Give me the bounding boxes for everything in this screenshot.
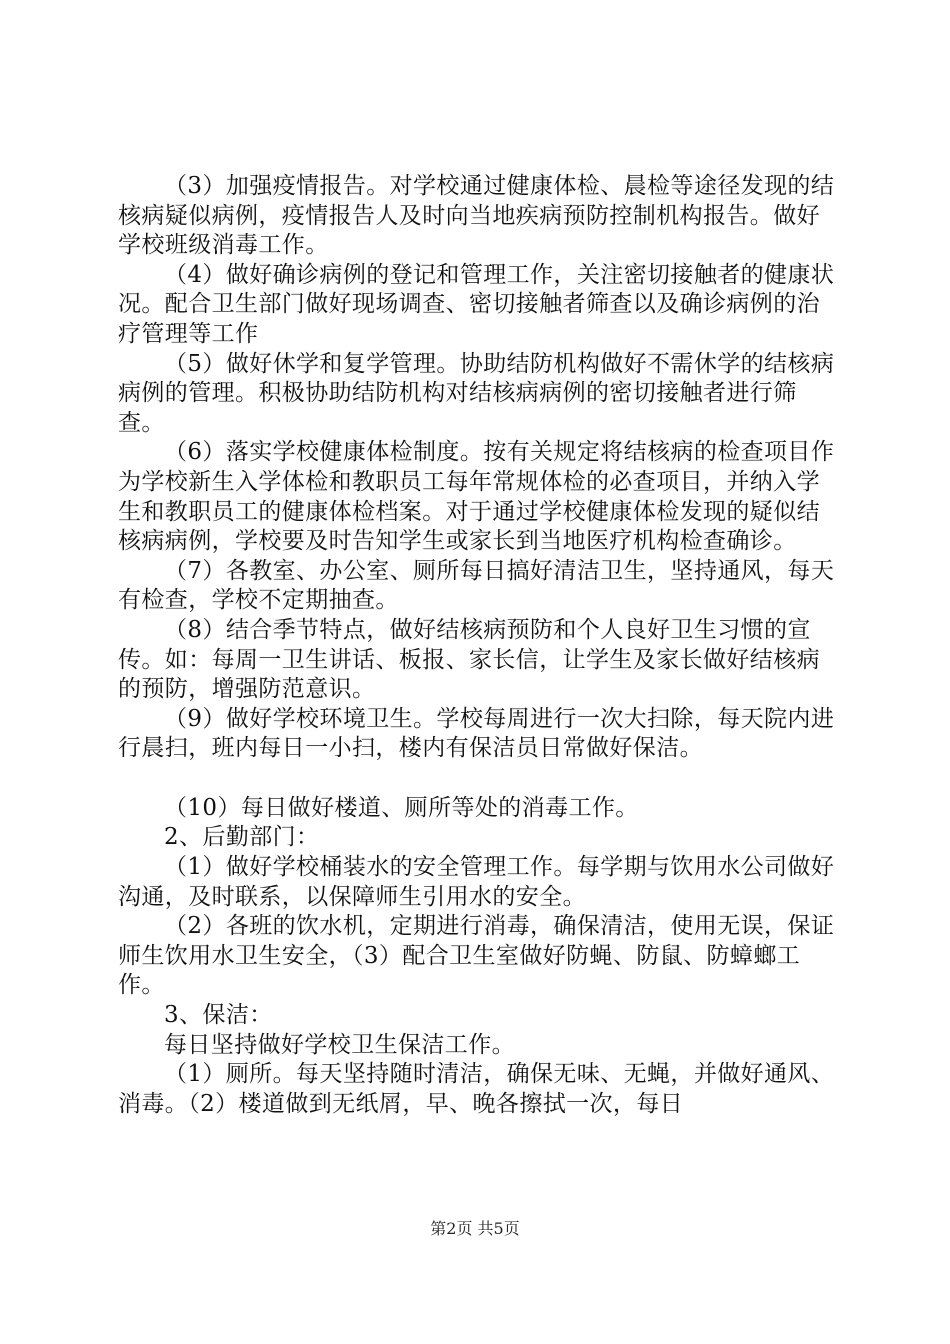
page-number: 第2页 共5页 <box>430 1219 520 1238</box>
paragraph-toilet-corridor: （1）厕所。每天坚持随时清洁，确保无味、无蝇，并做好通风、消毒。（2）楼道做到无纸屑，早、晚各擦拭一次，每日 <box>118 1061 835 1117</box>
document-body <box>118 172 840 1119</box>
paragraph-disinfection: （10）每日做好楼道、厕所等处的消毒工作。 <box>164 794 639 821</box>
paragraph-confirmed-case-management: （4）做好确诊病例的登记和管理工作，关注密切接触者的健康状况。配合卫生部门做好现场调查、密切接触者筛查以及确诊病例的治疗管理等工作 <box>118 261 835 347</box>
paragraph-suspension-resumption: （5）做好休学和复学管理。协助结防机构做好不需休学的结核病病例的管理。积极协助结防机构对结核病病例的密切接触者进行筛查。 <box>118 350 835 436</box>
paragraph-environment-hygiene: （9）做好学校环境卫生。学校每周进行一次大扫除，每天院内进行晨扫，班内每日一小扫，楼内有保洁员日常做好保洁。 <box>118 705 835 762</box>
paragraph-health-checkup: （6）落实学校健康体检制度。按有关规定将结核病的检查项目作为学校新生入学体检和教职员工每年常规体检的必查项目，并纳入学生和教职员工的健康体检档案。对于通过学校健康体检发现的疑似结核病病例，学校要及时告知学生或家长到当地医疗机构检查确诊。 <box>118 439 835 555</box>
paragraph-bottled-water: （1）做好学校桶装水的安全管理工作。每学期与饮用水公司做好沟通，及时联系，以保障师生引用水的安全。 <box>118 854 835 910</box>
paragraph-seasonal-publicity: （8）结合季节特点，做好结核病预防和个人良好卫生习惯的宣传。如：每周一卫生讲话、板报、家长信，让学生及家长做好结核病的预防，增强防范意识。 <box>118 616 820 703</box>
paragraph-epidemic-report: （3）加强疫情报告。对学校通过健康体检、晨检等途径发现的结核病疑似病例，疫情报告人及时向当地疾病预防控制机构报告。做好学校班级消毒工作。 <box>118 173 835 259</box>
section-heading-logistics: 2、后勤部门： <box>164 824 320 851</box>
paragraph-daily-cleaning: （7）各教室、办公室、厕所每日搞好清洁卫生，坚持通风，每天有检查，学校不定期抽查。 <box>118 557 835 614</box>
section-heading-cleaning: 3、保洁： <box>164 1002 273 1029</box>
paragraph-daily-cleaning-duty: 每日坚持做好学校卫生保洁工作。 <box>164 1031 515 1058</box>
paragraph-water-dispenser: （2）各班的饮水机，定期进行消毒，确保清洁，使用无误，保证师生饮用水卫生安全，（3）配合卫生室做好防蝇、防鼠、防蟑螂工作。 <box>118 913 835 999</box>
